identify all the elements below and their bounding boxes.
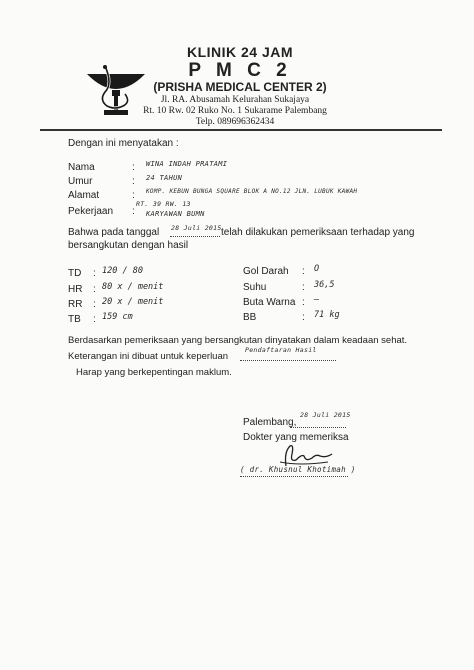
field-colon: : [132, 206, 135, 217]
closing-text: Harap yang berkepentingan maklum. [76, 367, 232, 378]
field-label-nama: Nama [68, 162, 95, 173]
vital-label-tb: TB [68, 314, 81, 325]
vital-colon: : [302, 297, 305, 308]
field-value-nama: WINA INDAH PRATAMI [146, 160, 228, 168]
vital-value-rr: 20 x / menit [102, 297, 164, 307]
signature-date-dotline [290, 427, 346, 428]
vital-value-suhu: 36,5 [314, 280, 335, 290]
vital-label-hr: HR [68, 284, 83, 295]
clinic-name: P M C 2 [188, 60, 292, 81]
address-line-1: Jl. RA. Abusamah Kelurahan Sukajaya [160, 95, 310, 105]
vital-label-buta-warna: Buta Warna [243, 297, 296, 308]
vital-colon: : [302, 266, 305, 277]
purpose-text-before: Keterangan ini dibuat untuk keperluan [68, 351, 229, 362]
header-divider [40, 129, 442, 131]
vital-value-hr: 80 x / menit [102, 282, 164, 292]
field-value-umur: 24 TAHUN [146, 174, 183, 182]
vital-value-tb: 159 cm [102, 312, 133, 322]
field-colon: : [132, 162, 135, 173]
field-value-alamat: KOMP. KEBUN BUNGA SQUARE BLOK A NO.12 JLN. LUBUK KAWAH [146, 188, 358, 195]
signature-role: Dokter yang memeriksa [243, 432, 349, 443]
exam-date: 28 Juli 2015 [171, 224, 222, 232]
field-value-alamat-rt: RT. 39 RW. 13 [136, 200, 191, 208]
signature-date: 28 Juli 2015 [300, 411, 351, 419]
vital-value-gol-darah: O [314, 264, 320, 274]
clinic-subtitle: (PRISHA MEDICAL CENTER 2) [153, 80, 327, 94]
purpose-dotline [240, 360, 336, 361]
address-line-2: Rt. 10 Rw. 02 Ruko No. 1 Sukarame Palembang [143, 106, 327, 116]
exam-text-before: Bahwa pada tanggal [68, 227, 160, 238]
doctor-name: ( dr. Khusnul Khotimah ) [240, 465, 356, 474]
clinic-line: KLINIK 24 JAM [186, 44, 294, 60]
vital-label-gol-darah: Gol Darah [243, 266, 289, 277]
vital-colon: : [93, 314, 96, 325]
vital-colon: : [93, 284, 96, 295]
vital-value-td: 120 / 80 [102, 266, 143, 276]
field-value-pekerjaan: KARYAWAN BUMN [146, 210, 205, 218]
vital-label-bb: BB [243, 312, 257, 323]
vital-value-bb: 71 kg [314, 310, 340, 320]
field-label-pekerjaan: Pekerjaan [68, 206, 114, 217]
vital-colon: : [93, 299, 96, 310]
conclusion-sentence: Berdasarkan pemeriksaan yang bersangkutan dinyatakan dalam keadaan sehat. [68, 335, 408, 346]
vital-value-buta-warna: — [314, 295, 320, 305]
vital-label-suhu: Suhu [243, 282, 267, 293]
intro-text: Dengan ini menyatakan : [68, 138, 179, 149]
field-label-alamat: Alamat [68, 190, 100, 201]
vital-colon: : [302, 282, 305, 293]
phone-line: Telp. 089696362434 [195, 117, 275, 127]
vital-label-td: TD [68, 268, 82, 279]
exam-text-line2: bersangkutan dengan hasil [68, 240, 189, 251]
doctor-name-dotline [240, 476, 348, 477]
vital-colon: : [302, 312, 305, 323]
vital-label-rr: RR [68, 299, 83, 310]
vital-colon: : [93, 268, 96, 279]
signature-place: Palembang, [243, 417, 297, 428]
field-colon: : [132, 190, 135, 201]
purpose-value: Pendaftaran Hasil [245, 346, 317, 354]
exam-date-dotline [170, 236, 220, 237]
field-label-umur: Umur [68, 176, 93, 187]
field-colon: : [132, 176, 135, 187]
exam-text-after: telah dilakukan pemeriksaan terhadap yang [221, 227, 415, 238]
